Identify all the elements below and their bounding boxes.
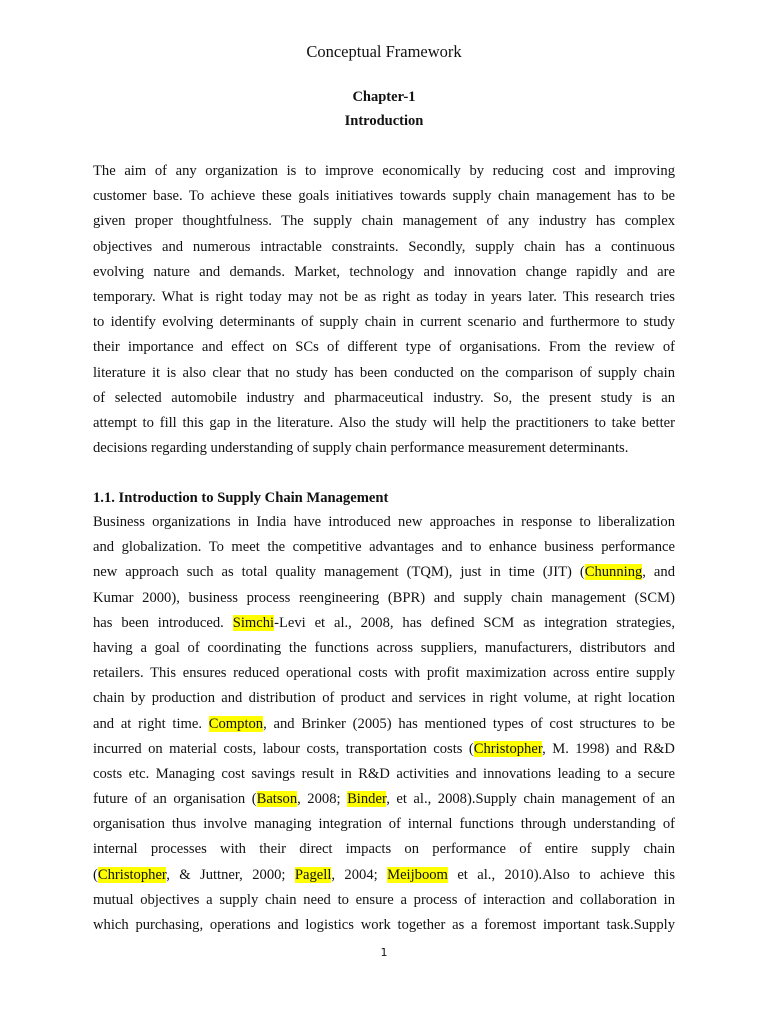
text-segment: future of an organisation (	[93, 791, 257, 808]
highlighted-citation: Christopher	[473, 740, 543, 757]
text-segment: Business organizations in India have introduced new approaches in response to liberalization	[93, 514, 675, 530]
text-segment: which purchasing, operations and logistics work together as a foremost important task.Supply	[93, 917, 675, 933]
text-segment: costs etc. Managing cost savings result in R&D activities and innovations leading to a secure	[93, 765, 675, 782]
chapter-title: Introduction	[344, 113, 424, 129]
highlighted-citation: Christopher	[97, 866, 167, 883]
text-line	[93, 888, 675, 913]
text-line: temporary. What is right today may not be as right as today in years later. This research tries	[93, 288, 675, 305]
text-line	[93, 712, 675, 737]
text-segment: , and	[642, 564, 675, 581]
text-line	[93, 762, 675, 787]
highlighted-citation: Batson	[256, 791, 298, 808]
text-segment: , & Juttner, 2000;	[166, 866, 295, 883]
page-number: 1	[380, 946, 388, 959]
text-line: given proper thoughtfulness. The supply chain management of any industry has complex	[93, 213, 675, 230]
text-segment: -Levi et al., 2008, has defined SCM as integration strategies,	[274, 614, 675, 631]
text-segment: incurred on material costs, labour costs, transportation costs (	[93, 740, 474, 757]
highlighted-citation: Pagell	[294, 866, 332, 883]
text-line: objectives and numerous intractable constraints. Secondly, supply chain has a continuous	[93, 238, 675, 255]
text-segment: retailers. This ensures reduced operational costs with profit maximization across entire supply	[93, 665, 675, 682]
text-line	[93, 737, 675, 762]
highlighted-citation: Meijboom	[387, 866, 448, 883]
text-segment: mutual objectives a supply chain need to ensure a process of interaction and collaboration in	[93, 891, 675, 908]
text-segment: chain by production and distribution of product and services in right volume, at right location	[93, 690, 675, 707]
text-line	[93, 787, 675, 812]
text-line	[93, 913, 675, 938]
text-segment: has been introduced.	[93, 614, 233, 631]
text-line: attempt to fill this gap in the literature. Also the study will help the practitioners to take better	[93, 414, 675, 431]
text-line	[93, 611, 675, 636]
highlighted-citation: Binder	[347, 791, 387, 808]
text-line	[93, 560, 675, 585]
highlighted-citation: Compton	[208, 715, 264, 732]
text-segment: and at right time.	[93, 715, 209, 732]
text-line: of selected automobile industry and pharmaceutical industry. So, the present study is an	[93, 389, 675, 406]
text-segment: (	[93, 866, 98, 883]
text-segment: and globalization. To meet the competitive advantages and to enhance business performance	[93, 539, 675, 556]
text-segment: et al., 2010).Also to achieve this	[447, 866, 676, 883]
text-line: The aim of any organization is to improve economically by reducing cost and improving	[93, 163, 675, 179]
intro-paragraph	[93, 159, 675, 461]
text-line	[93, 636, 675, 661]
page-header-title: Conceptual Framework	[306, 42, 462, 61]
text-line	[93, 812, 675, 837]
text-segment: , 2004;	[331, 866, 388, 883]
text-line: their importance and effect on SCs of different type of organisations. From the review of	[93, 339, 675, 356]
text-segment: , et al., 2008).Supply chain management of an	[386, 791, 676, 808]
text-segment: organisation thus involve managing integration of internal functions through understanding of	[93, 816, 675, 833]
text-segment: , and Brinker (2005) has mentioned types of cost structures to be	[263, 715, 675, 732]
text-line: customer base. To achieve these goals initiatives towards supply chain management has to be	[93, 188, 675, 205]
text-line: evolving nature and demands. Market, technology and innovation change rapidly and are	[93, 263, 675, 280]
text-segment: having a goal of coordinating the functions across suppliers, manufacturers, distributors and	[93, 639, 675, 656]
highlighted-citation: Chunning	[584, 564, 643, 581]
text-segment: , 2008;	[297, 791, 348, 808]
text-line	[93, 586, 675, 611]
text-segment: new approach such as total quality management (TQM), just in time (JIT) (	[93, 564, 585, 581]
text-line	[93, 510, 675, 535]
text-line: decisions regarding understanding of supply chain performance measurement determinants.	[93, 440, 629, 457]
text-line: to identify evolving determinants of supply chain in current scenario and furthermore to study	[93, 314, 675, 331]
section-paragraph	[93, 510, 675, 938]
text-line	[93, 863, 675, 888]
highlighted-citation: Simchi	[232, 614, 275, 631]
text-segment: , M. 1998) and R&D	[542, 740, 675, 757]
text-line: literature it is also clear that no study has been conducted on the comparison of supply chain	[93, 364, 675, 381]
text-line	[93, 686, 675, 711]
text-segment: internal processes with their direct impacts on performance of entire supply chain	[93, 841, 675, 858]
text-line	[93, 661, 675, 686]
text-segment: Kumar 2000), business process reengineering (BPR) and supply chain management (SCM)	[93, 589, 675, 606]
section-heading: 1.1. Introduction to Supply Chain Management	[93, 490, 389, 506]
chapter-label: Chapter-1	[352, 89, 416, 105]
text-line	[93, 535, 675, 560]
text-line	[93, 837, 675, 862]
